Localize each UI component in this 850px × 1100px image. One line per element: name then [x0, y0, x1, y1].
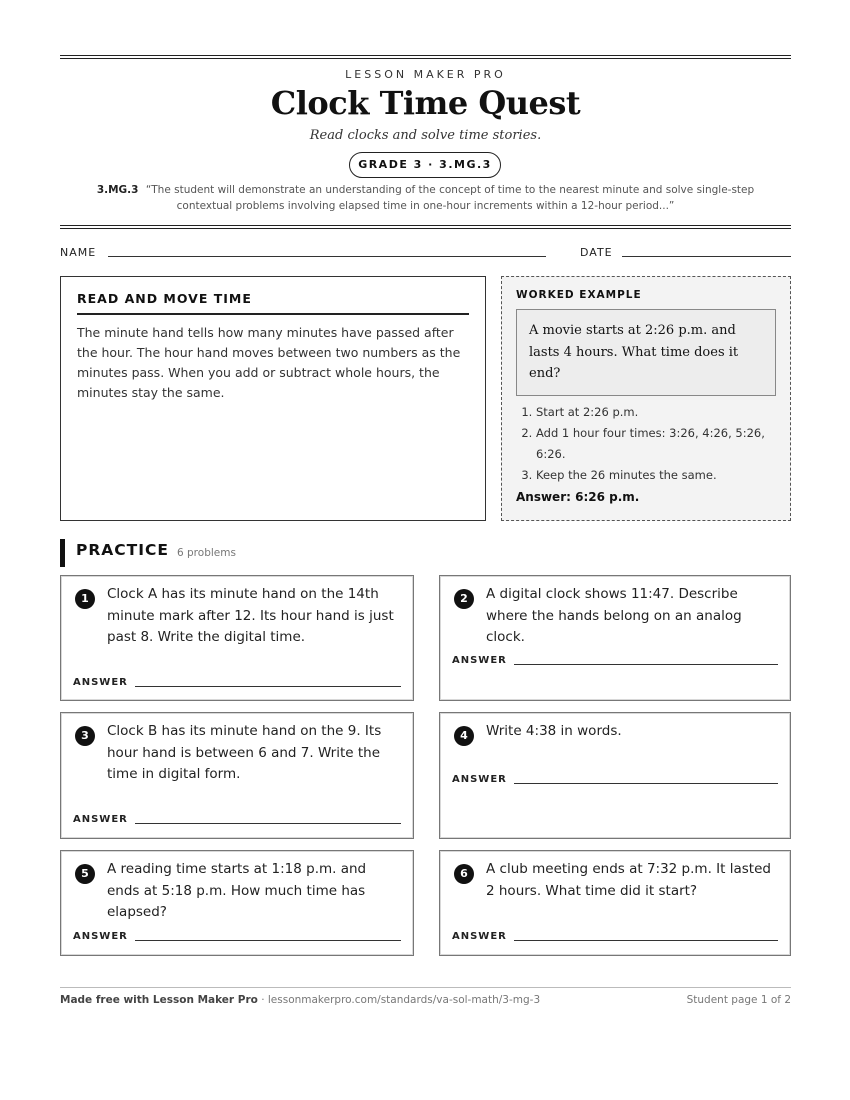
header-bottom-rule: [60, 225, 791, 226]
answer-label: ANSWER: [73, 931, 128, 942]
answer-label: ANSWER: [452, 655, 507, 666]
footer-rule: [60, 987, 791, 988]
footer-credit: [60, 994, 540, 1006]
problem-prompt: Write 4:38 in words.: [486, 723, 622, 739]
info-body: The minute hand tells how many minutes have passed after the hour. The hour hand moves between two numbers as the minutes pass. When you add or subtract whole hours, the minutes stay the same.: [77, 325, 461, 400]
grade-badge: GRADE 3 · 3.MG.3: [349, 152, 501, 178]
problem-number: 2: [454, 589, 474, 609]
problem-number: 6: [454, 864, 474, 884]
problem-prompt: A reading time starts at 1:18 p.m. and ends at 5:18 p.m. How much time has elapsed?: [107, 861, 367, 920]
problem-number: 4: [454, 726, 474, 746]
answer-label: ANSWER: [73, 814, 128, 825]
footer-made-with: Made free with Lesson Maker Pro: [60, 994, 258, 1006]
problem-card-2: [439, 575, 791, 701]
problem-prompt: Clock A has its minute hand on the 14th minute mark after 12. Its hour hand is just past 8. Write the digital time.: [107, 586, 394, 645]
problem-card-5: [60, 850, 414, 956]
footer-page-number: Student page 1 of 2: [686, 994, 791, 1006]
worked-example-step: 1. Start at 2:26 p.m.: [536, 402, 776, 423]
standard-code: 3.MG.3: [96, 184, 139, 196]
page-title: Clock Time Quest: [270, 84, 581, 122]
answer-field[interactable]: [135, 940, 401, 941]
worked-example-heading: WORKED EXAMPLE: [516, 289, 642, 301]
info-panel: [60, 276, 486, 521]
name-label: NAME: [60, 246, 97, 259]
brand-label: LESSON MAKER PRO: [345, 68, 506, 81]
date-label: DATE: [580, 246, 613, 259]
worked-example-steps: [516, 402, 776, 486]
answer-label: ANSWER: [73, 677, 128, 688]
footer-separator: ·: [257, 994, 268, 1006]
worksheet-page: [60, 0, 791, 1100]
worked-example-step: 2. Add 1 hour four times: 3:26, 4:26, 5:26, 6:26.: [536, 423, 776, 465]
problem-card-1: [60, 575, 414, 701]
problem-card-3: [60, 712, 414, 839]
practice-accent-bar: [60, 539, 65, 567]
answer-field[interactable]: [514, 940, 778, 941]
worked-example-answer: Answer: 6:26 p.m.: [516, 489, 640, 504]
problem-number: 3: [75, 726, 95, 746]
problem-prompt: A digital clock shows 11:47. Describe where the hands belong on an analog clock.: [486, 586, 742, 645]
worked-example-step: 3. Keep the 26 minutes the same.: [536, 465, 776, 486]
standard-text: “The student will demonstrate an understanding of the concept of time to the nearest minute and solve single-step contextual problems involving elapsed time in one-hour increments within a 12-hour period...”: [145, 184, 755, 212]
problem-prompt: A club meeting ends at 7:32 p.m. It lasted 2 hours. What time did it start?: [486, 861, 771, 899]
worked-example-prompt: A movie starts at 2:26 p.m. and lasts 4 hours. What time does it end?: [516, 309, 776, 396]
page-subtitle: Read clocks and solve time stories.: [309, 128, 542, 143]
standard-statement: [80, 182, 771, 214]
problem-prompt: Clock B has its minute hand on the 9. Its hour hand is between 6 and 7. Write the time in digital form.: [107, 723, 382, 782]
practice-count: 6 problems: [177, 547, 236, 559]
footer-url-link[interactable]: lessonmakerpro.com/standards/va-sol-math/3-mg-3: [267, 994, 541, 1006]
info-heading: READ AND MOVE TIME: [77, 291, 469, 315]
answer-field[interactable]: [514, 783, 778, 784]
problem-number: 1: [75, 589, 95, 609]
problem-card-6: [439, 850, 791, 956]
date-field[interactable]: [622, 256, 791, 257]
problem-card-4: [439, 712, 791, 839]
answer-label: ANSWER: [452, 931, 507, 942]
practice-heading: PRACTICE: [76, 541, 169, 559]
worked-example-panel: [501, 276, 791, 521]
answer-field[interactable]: [514, 664, 778, 665]
problem-number: 5: [75, 864, 95, 884]
answer-field[interactable]: [135, 823, 401, 824]
header-top-rule: [60, 55, 791, 56]
answer-label: ANSWER: [452, 774, 507, 785]
answer-field[interactable]: [135, 686, 401, 687]
name-field[interactable]: [108, 256, 546, 257]
